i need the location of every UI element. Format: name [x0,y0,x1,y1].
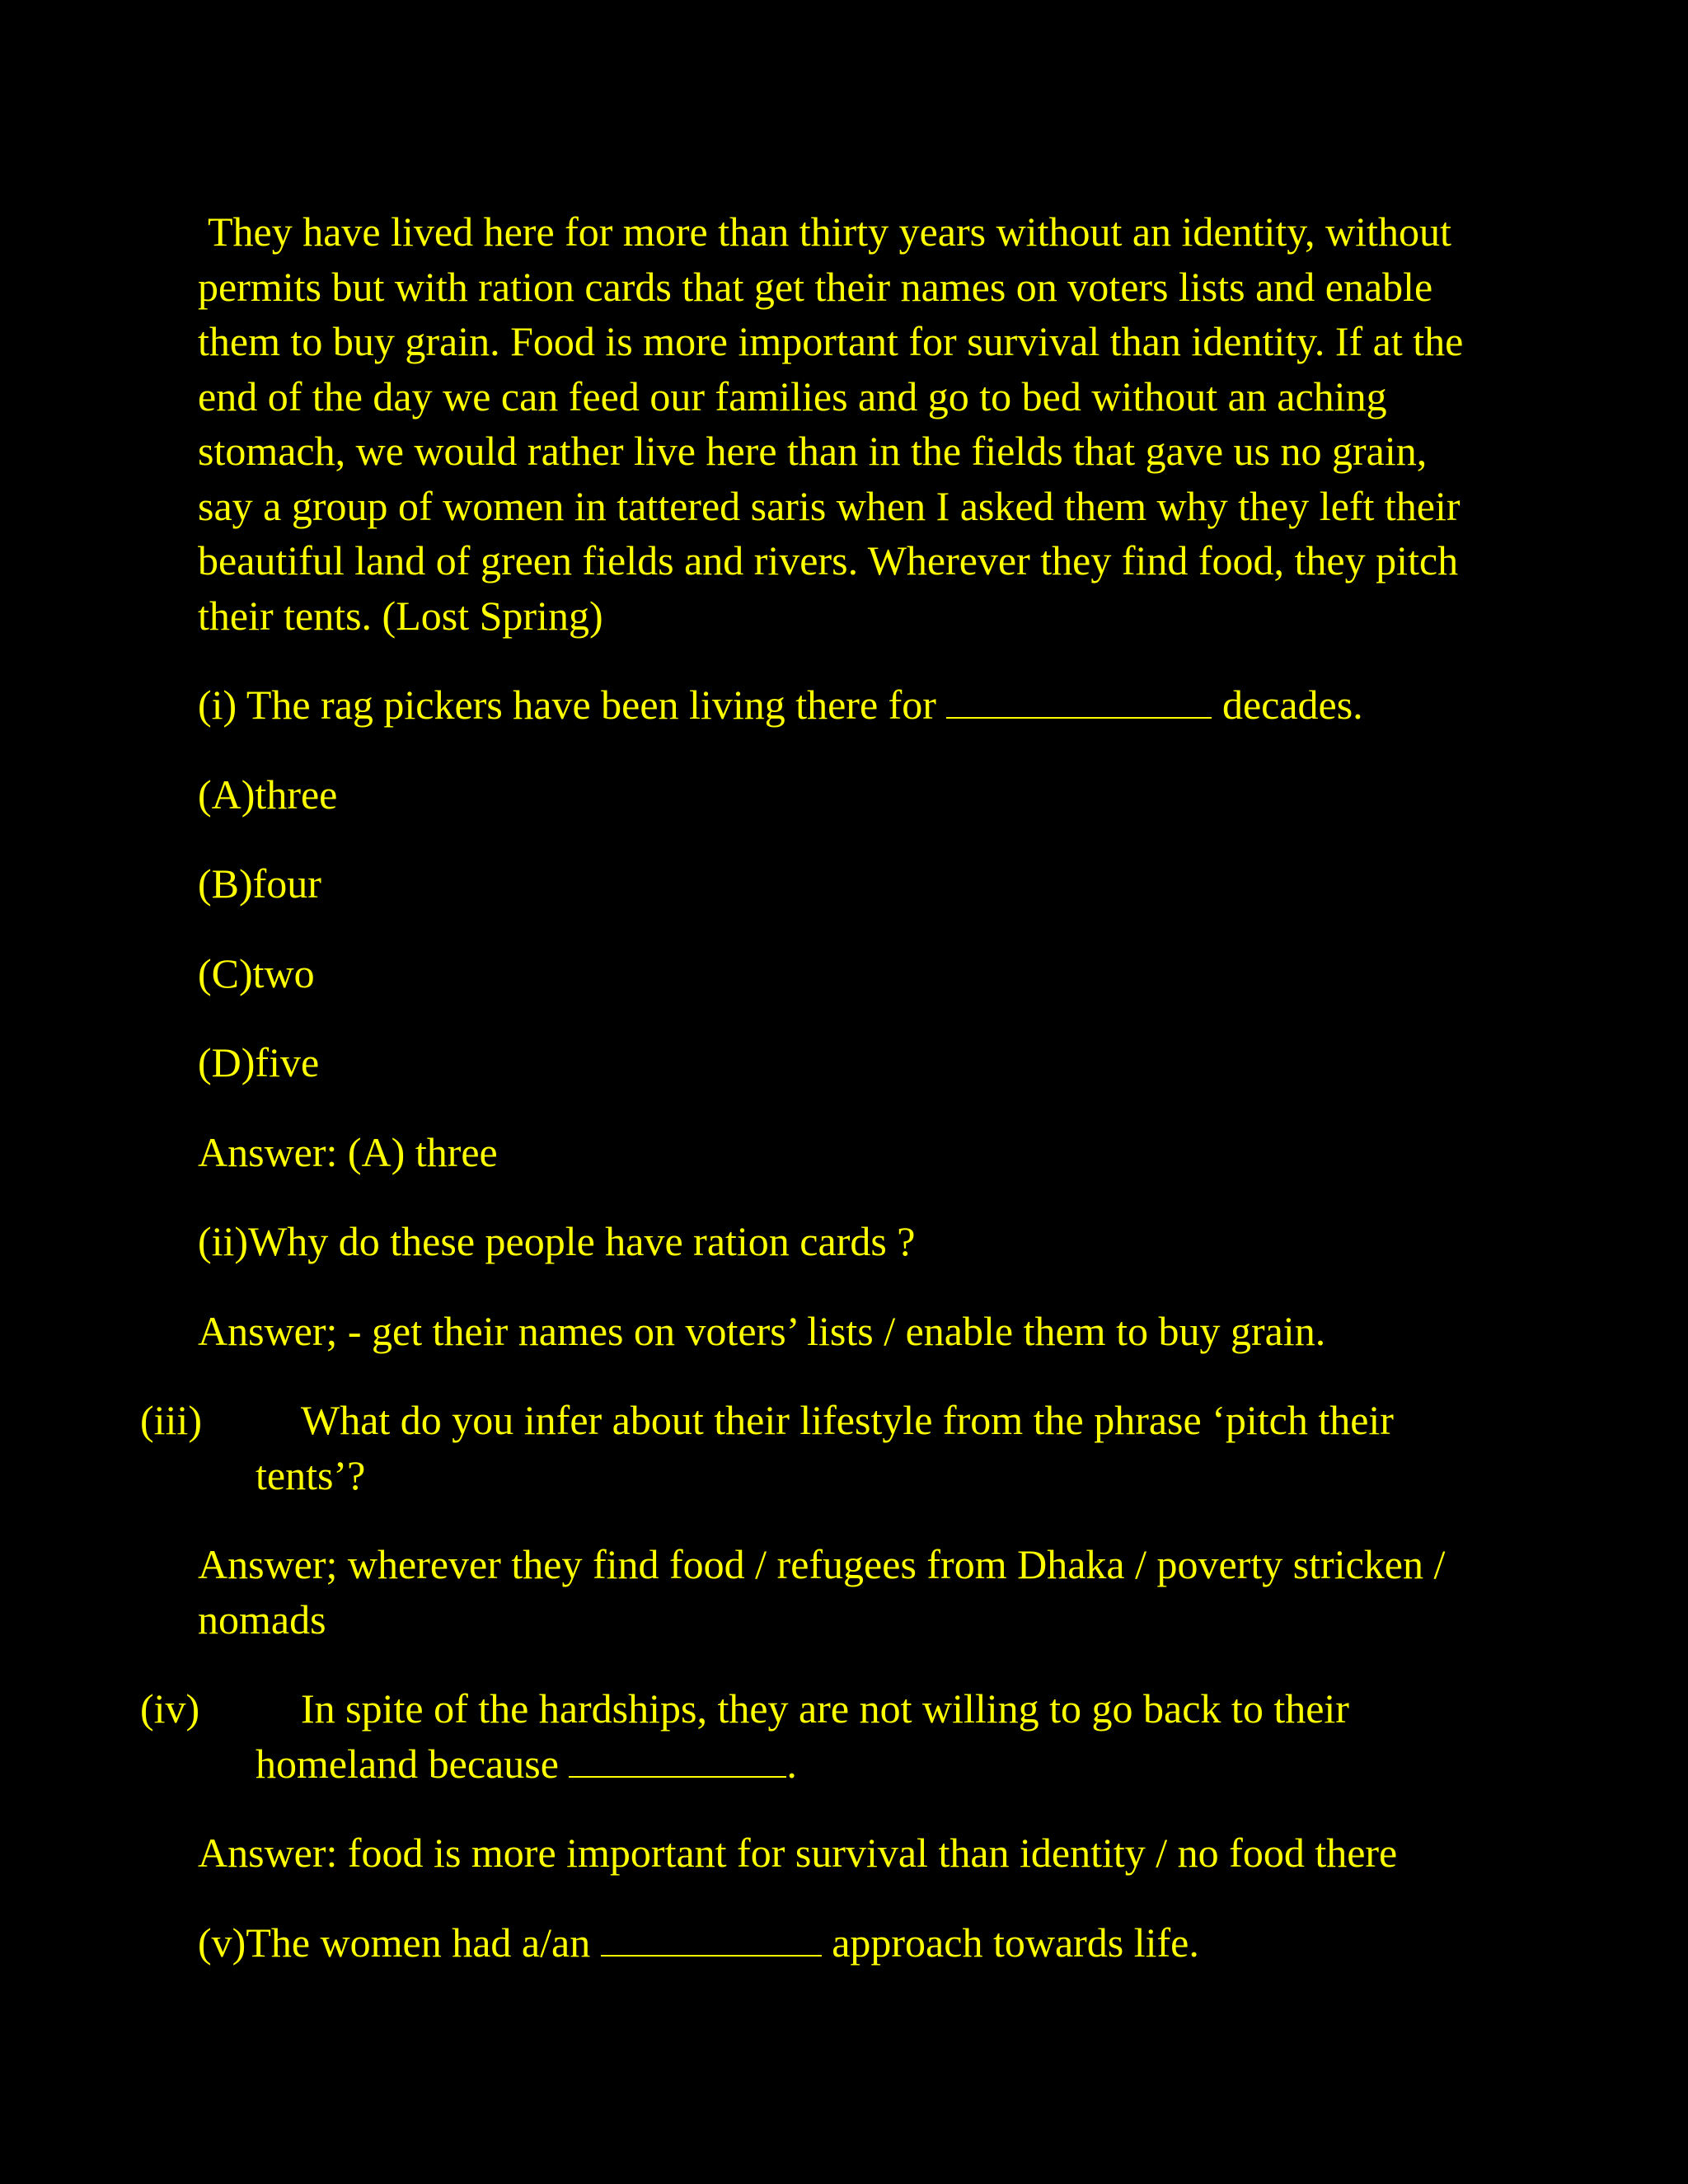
option-c-text: two [252,949,315,996]
question-2-number: (ii) [198,1218,249,1264]
option-d-text: five [255,1039,320,1085]
question-4-number: (iv) [140,1685,200,1732]
answer-3: Answer; wherever they find food / refugees from Dhaka / poverty stricken / nomads [198,1541,1446,1643]
question-5-text-end: approach towards life. [832,1919,1199,1966]
option-c [198,946,1484,1001]
question-3 [140,1393,1484,1502]
question-4-text-end: . [786,1740,797,1787]
question-5-text: The women had a/an [246,1919,591,1966]
question-4-text: In spite of the hardships, they are not willing to go back to their homeland because [256,1685,1349,1787]
question-5-blank [601,1918,822,1957]
option-c-label: (C) [198,949,253,996]
question-4-blank [569,1739,786,1778]
question-5 [198,1915,1484,1971]
question-4 [140,1681,1484,1791]
option-b [198,856,1484,912]
document-content [140,204,1484,2004]
option-d-label: (D) [198,1039,256,1085]
question-3-text: What do you infer about their lifestyle from the phrase ‘pitch their tents’? [256,1397,1394,1498]
question-1-text: The rag pickers have been living there for [246,682,936,728]
question-2-text: Why do these people have ration cards ? [248,1218,916,1264]
question-3-number: (iii) [140,1397,202,1443]
option-a-label: (A) [198,771,256,818]
option-d [198,1035,1484,1090]
passage-paragraph: They have lived here for more than thirty years without an identity, without permits but with ration cards that get their names on voters lists and enable them to buy grain. Food is more important for survival than identity. If at the end of the day we can feed our families and go to bed without an aching stomach, we would rather live here than in the fields that gave us no grain, say a group of women in tattered saris when I asked them why they left their beautiful land of green fields and rivers. Wherever they find food, they pitch their tents. (Lost Spring) [198,209,1464,639]
answer-4: Answer: food is more important for survival than identity / no food there [198,1830,1398,1876]
question-1 [198,677,1484,733]
answer-2: Answer; - get their names on voters’ lists / enable them to buy grain. [198,1307,1326,1354]
question-1-number: (i) [198,682,237,728]
option-a [198,767,1484,823]
option-b-text: four [252,860,321,907]
option-a-text: three [255,771,338,818]
option-b-label: (B) [198,860,253,907]
question-1-text-end: decades. [1221,682,1363,728]
question-5-number: (v) [198,1919,246,1966]
question-1-blank [946,680,1212,719]
answer-1: Answer: (A) three [198,1128,498,1175]
question-2 [198,1214,1484,1269]
